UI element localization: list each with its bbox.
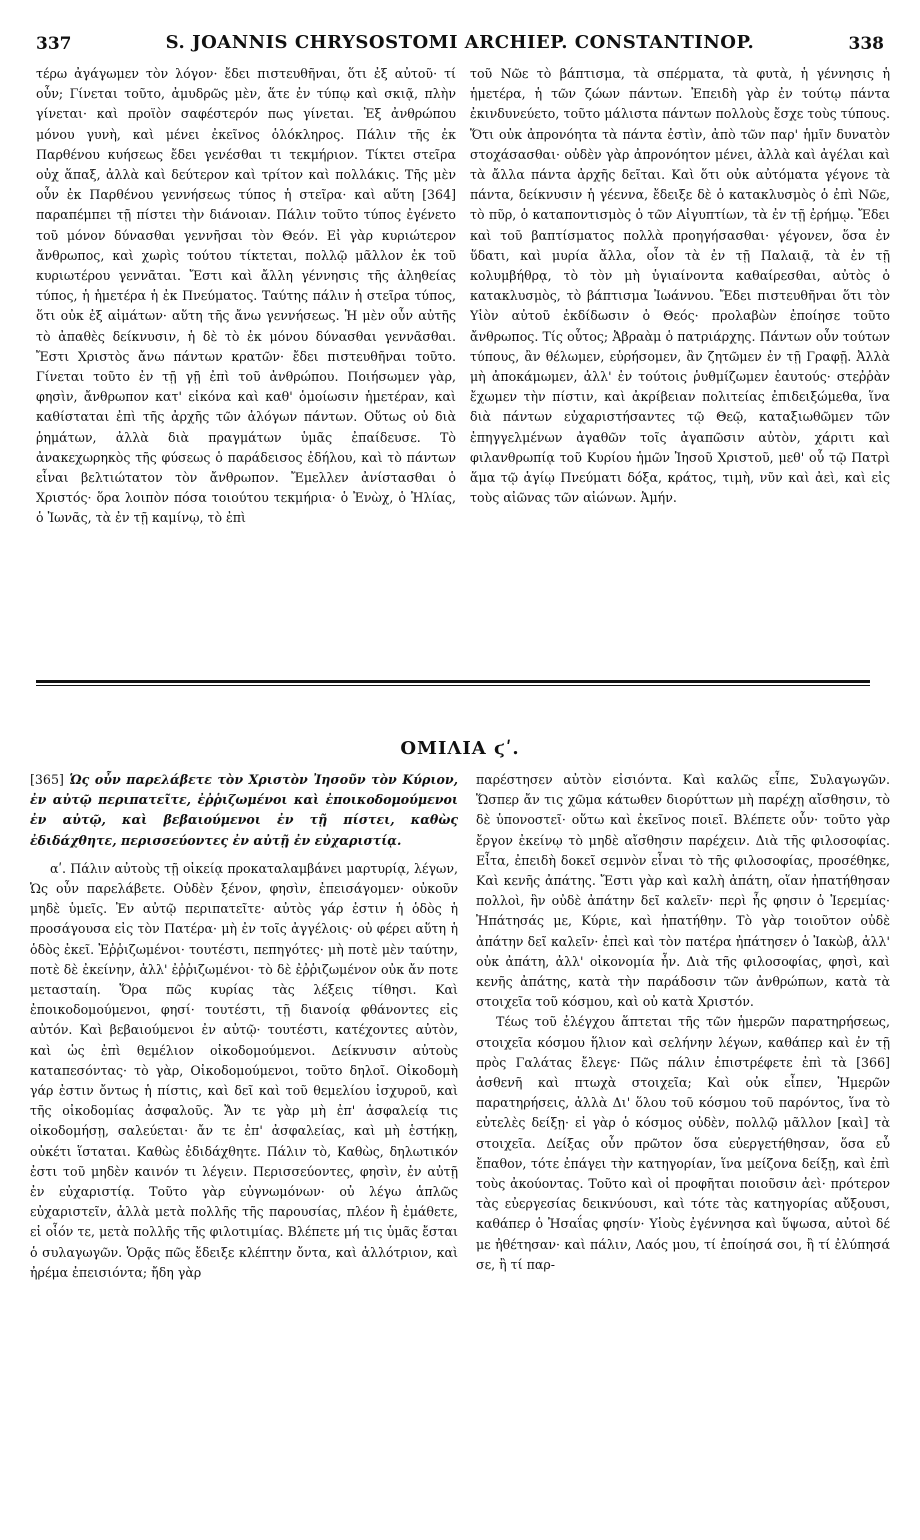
lemma-page-ref: [365] (30, 772, 64, 787)
bottom-left-paragraph: αʹ. Πάλιν αὐτοὺς τῇ οἰκείᾳ προκαταλαμβάνει μαρτυρίᾳ, λέγων, Ὡς οὖν παρελάβετε. Οὐδὲν ξένον, φησὶν, ἐπεισάγομεν· οὐκοῦν μηδὲ ὑμεῖς. Ἐν αὐτῷ περιπατεῖτε· αὐτὸς γάρ ἐστιν ἡ ὁδὸς ἡ προσάγουσα εἰς τὸν Πατέρα· μὴ ἐν τοῖς ἀγγέλοις· οὐ φέρει αὕτη ἡ ὁδὸς ἐκεῖ. Ἐῤῥιζωμένοι· τουτέστι, πεπηγότες· μὴ ποτὲ μὲν ταύτην, ποτὲ δὲ ἐκείνην, ἀλλ' ἐῤῥιζωμένοι· τὸ δὲ ἐῤῥιζωμένον οὐκ ἄν ποτε μετασταίη. Ὅρα πῶς κυρίας τὰς λέξεις τίθησι. Καὶ ἐποικοδομούμενοι, φησί· τουτέστι, τῇ διανοίᾳ φθάνοντες εἰς αὐτόν. Καὶ βεβαιούμενοι ἐν αὐτῷ· τουτέστι, κατέχοντες αὐτὸν, καὶ ὡς ἐπὶ θεμέλιον οἰκοδομούμενοι. Δείκνυσιν αὐτοὺς καταπεσόντας· τὸ γὰρ, Οἰκοδομούμενοι, τοῦτο δηλοῖ. Οἰκοδομὴ γάρ ἐστιν ὄντως ἡ πίστις, καὶ δεῖ καὶ τοῦ θεμελίου ἰσχυροῦ, καὶ τῆς οἰκοδομίας ἀσφαλοῦς. Ἄν τε γὰρ μὴ ἐπ' ἀσφαλείᾳ τις οἰκοδομήσῃ, σαλεύεται· ἄν τε ἐπ' ἀσφαλείας, καὶ μὴ ἑστήκῃ, οὐκέτι ἵσταται. Καθὼς ἐδιδάχθητε. Πάλιν τὸ, Καθὼς, δηλωτικόν ἐστι τοῦ μηδὲν καινόν τι λέγειν. Περισσεύοντες, φησὶν, ἐν αὐτῇ ἐν εὐχαριστίᾳ. Τοῦτο γὰρ εὐγνωμόνων· οὐ λέγω ἁπλῶς εὐχαριστεῖν, ἀλλὰ μετὰ πολλῆς τῆς παρουσίας, πλέον ἢ ἐμάθετε, εἰ οἷόν τε, μετὰ πολλῆς τῆς φιλοτιμίας. Βλέπετε μή τις ὑμᾶς ἔσται ὁ συλαγωγῶν. Ὁρᾷς πῶς ἔδειξε κλέπτην ὄντα, καὶ ἀλλότριον, καὶ ἠρέμα ἐπεισιόντα; ἤδη γὰρ (30, 860, 458, 1280)
homily-title: ΟΜΙΛΙΑ ϛʹ. (400, 738, 520, 759)
top-right-column (470, 64, 890, 674)
top-left-column (36, 64, 456, 674)
bottom-right-column (476, 770, 890, 1522)
section-divider-thin (36, 685, 870, 686)
section-divider-thick (36, 680, 870, 683)
top-left-paragraph: τέρω ἀγάγωμεν τὸν λόγον· ἔδει πιστευθῆναι, ὅτι ἐξ αὐτοῦ· τί οὖν; Γίνεται τοῦτο, ἀμυδρῶς μὲν, ἅτε ἐν τύπῳ καὶ σκιᾷ, πλὴν γίνεται· καὶ προϊὸν σαφέστερόν πως γίνεται. Ἐξ ἀνθρώπου μόνου γυνὴ, καὶ μένει ἐκεῖνος ὁλόκληρος. Πάλιν τῆς ἐκ Παρθένου κυήσεως ἔδει γενέσθαι τι τεκμήριον. Τίκτει στεῖρα οὐχ ἅπαξ, ἀλλὰ καὶ δεύτερον καὶ τρίτον καὶ πολλάκις. Τῆς μὲν οὖν ἐκ Παρθένου γεννήσεως τύπος ἡ στεῖρα· καὶ αὕτη [364] παραπέμπει τῇ πίστει τὴν διάνοιαν. Πάλιν τοῦτο τύπος ἐγένετο τοῦ μόνον δύνασθαι γεννῆσαι τὸν Θεόν. Εἰ γὰρ κυριώτερον ἄνθρωπος, καὶ χωρὶς τούτου τίκτεται, πολλῷ μᾶλλον ἐκ τοῦ κυριωτέρου γεννᾶται. Ἔστι καὶ ἄλλη γέννησις τῆς ἀληθείας τύπος, ἡ ἡμετέρα ἡ ἐκ Πνεύματος. Ταύτης πάλιν ἡ στεῖρα τύπος, ὅτι οὐκ ἐξ αἱμάτων· αὕτη τῆς ἄνω γεννήσεως. Ἡ μὲν οὖν αὐτῆς τὸ ἀπαθὲς δείκνυσιν, ἡ δὲ τὸ ἐκ μόνου δύνασθαι γεννᾶσθαι. Ἔστι Χριστὸς ἄνω πάντων κρατῶν· ἔδει πιστευθῆναι τοῦτο. Γίνεται τοῦτο ἐν τῇ γῇ ἐπὶ τοῦ ἀνθρώπου. Ποιήσωμεν γὰρ, φησὶν, ἄνθρωπον κατ' εἰκόνα καὶ καθ' ὁμοίωσιν ἡμετέραν, καὶ καθίσταται ἐπὶ τῆς ἀρχῆς τῶν ἀλόγων πάντων. Οὕτως οὐ διὰ ῥημάτων, ἀλλὰ διὰ πραγμάτων ὑμᾶς ἐπαίδευσε. Τὸ ἀνακεχωρηκὸς τῆς φύσεως ὁ παράδεισος ἐδήλου, καὶ τὸ πάντων εἶναι βελτιώτατον τὸν ἄνθρωπον. Ἔμελλεν ἀνίστασθαι ὁ Χριστός· ὅρα λοιπὸν πόσα τοιούτου τεκμήρια· ὁ Ἐνὼχ, ὁ Ἠλίας, ὁ Ἰωνᾶς, τὰ ἐν τῇ καμίνῳ, τὸ ἐπὶ (36, 66, 456, 526)
scripture-lemma (30, 770, 458, 851)
running-header (30, 30, 890, 58)
page-number-right: 338 (848, 34, 884, 54)
bottom-left-column (30, 770, 458, 1522)
lemma-text: Ὡς οὖν παρελάβετε τὸν Χριστὸν Ἰησοῦν τὸν Κύριον, ἐν αὐτῷ περιπατεῖτε, ἐῤῥιζωμένοι καὶ ἐποικοδομούμενοι ἐν αὐτῷ, καὶ βεβαιούμενοι ἐν τῇ πίστει, καθὼς ἐδιδάχθητε, περισσεύοντες ἐν αὐτῇ ἐν εὐχαριστίᾳ. (30, 772, 458, 848)
bottom-right-paragraph-1: παρέστησεν αὐτὸν εἰσιόντα. Καὶ καλῶς εἶπε, Συλαγωγῶν. Ὥσπερ ἄν τις χῶμα κάτωθεν διορύττων μὴ παρέχῃ αἴσθησιν, τὸ δὲ ὑπονοστεῖ· οὕτω καὶ ἐκεῖνος ποιεῖ. Βλέπετε οὖν· τοῦτο γὰρ ἔργον ἐκείνῳ τὸ μηδὲ αἴσθησιν παρέχειν. Διὰ τῆς φιλοσοφίας. Εἶτα, ἐπειδὴ δοκεῖ σεμνὸν εἶναι τὸ τῆς φιλοσοφίας, προσέθηκε, Καὶ κενῆς ἀπάτης. Ἔστι γὰρ καὶ καλὴ ἀπάτη, οἵαν ἠπατήθησαν πολλοὶ, ἣν οὐδὲ ἀπάτην δεῖ καλεῖν· περὶ ἧς φησιν ὁ Ἱερεμίας· Ἠπάτησάς με, Κύριε, καὶ ἠπατήθην. Τὸ γὰρ τοιοῦτον οὐδὲ ἀπάτην δεῖ καλεῖν· ἐπεὶ καὶ τὸν πατέρα ἠπάτησεν ὁ Ἰακὼβ, ἀλλ' οὐκ ἀπάτη, ἀλλ' οἰκονομία ἦν. Διὰ τῆς φιλοσοφίας, φησὶ, καὶ κενῆς ἀπάτης, κατὰ τὴν παράδοσιν τῶν ἀνθρώπων, κατὰ τὰ στοιχεῖα τοῦ κόσμου, καὶ οὐ κατὰ Χριστόν. (476, 772, 890, 1010)
top-right-paragraph: τοῦ Νῶε τὸ βάπτισμα, τὰ σπέρματα, τὰ φυτὰ, ἡ γέννησις ἡ ἡμετέρα, ἡ τῶν ζώων πάντων. Ἐπειδὴ γὰρ ἐν τούτῳ πάντα ἐκινδυνεύετο, τοῦτο μάλιστα πάντων πολλοὺς ἔσχε τοὺς τύπους. Ὅτι οὐκ ἀπρονόητα τὰ πάντα ἐστὶν, ἀπὸ τῶν παρ' ἡμῖν δυνατὸν στοχάσασθαι· οὐδὲν γὰρ ἀπρονόητον μένει, ἀλλὰ καὶ ἀγέλαι καὶ τὰ ἄλλα πάντα ἀρχῆς δεῖται. Καὶ ὅτι οὐκ αὐτόματα γέγονε τὰ πάντα, δείκνυσιν ἡ γέεννα, ἔδειξε δὲ ὁ κατακλυσμὸς ὁ ἐπὶ Νῶε, τὸ πῦρ, ὁ καταποντισμὸς ὁ τῶν Αἰγυπτίων, τὰ ἐν τῇ ἐρήμῳ. Ἔδει καὶ τοῦ βαπτίσματος πολλὰ προηγήσασθαι· γέγονεν, ὅσα ἐν ὕδατι, καὶ μυρία ἄλλα, οἷον τὰ ἐν τῇ Παλαιᾷ, τὰ ἐν τῇ κολυμβήθρᾳ, τὸ τὸν μὴ ὑγιαίνοντα καθαίρεσθαι, αὐτὸς ὁ κατακλυσμὸς, τὸ βάπτισμα Ἰωάννου. Ἔδει πιστευθῆναι ὅτι τὸν Υἱὸν αὐτοῦ ἐκδίδωσιν ὁ Θεός· προλαβὼν ἐποίησε τοῦτο ἄνθρωπος. Τίς οὗτος; Ἀβραὰμ ὁ πατριάρχης. Πάντων οὖν τούτων τύπους, ἂν θέλωμεν, εὑρήσομεν, ἂν ζητῶμεν ἐν τῇ Γραφῇ. Ἀλλὰ μὴ ἀποκάμωμεν, ἀλλ' ἐν τούτοις ῥυθμίζωμεν ἑαυτούς· στεῤῥὰν ἔχωμεν τὴν πίστιν, καὶ ἀκρίβειαν πολιτείας ἐπιδειξώμεθα, ἵνα διὰ πάντων εὐχαριστήσαντες τῷ Θεῷ, καταξιωθῶμεν τῶν ἐπηγγελμένων ἀγαθῶν τοῖς ἀγαπῶσιν αὐτὸν, χάριτι καὶ φιλανθρωπίᾳ τοῦ Κυρίου ἡμῶν Ἰησοῦ Χριστοῦ, μεθ' οὗ τῷ Πατρὶ ἅμα τῷ ἁγίῳ Πνεύματι δόξα, κράτος, τιμὴ, νῦν καὶ ἀεὶ, καὶ εἰς τοὺς αἰῶνας τῶν αἰώνων. Ἀμήν. (470, 66, 890, 506)
bottom-right-paragraph-2: Τέως τοῦ ἐλέγχου ἅπτεται τῆς τῶν ἡμερῶν παρατηρήσεως, στοιχεῖα κόσμου ἥλιον καὶ σελήνην λέγων, καθάπερ καὶ ἐν τῇ πρὸς Γαλάτας ἔλεγε· Πῶς πάλιν ἐπιστρέφετε ἐπὶ τὰ [366] ἀσθενῆ καὶ πτωχὰ στοιχεῖα; Καὶ οὐκ εἶπεν, Ἡμερῶν παρατηρήσεις, ἀλλὰ Δι' ὅλου τοῦ κόσμου τοῦ παρόντος, ἵνα τὸ εὐτελὲς δείξῃ· εἰ γὰρ ὁ κόσμος οὐδὲν, πολλῷ μᾶλλον [καὶ] τὰ στοιχεῖα. Δείξας οὖν πρῶτον ὅσα εὐεργετήθησαν, ὅσα εὖ ἔπαθον, τότε ἐπάγει τὴν κατηγορίαν, ἵνα μείζονα δείξῃ, καὶ ἐπὶ τοὺς ἀκούοντας. Τοῦτο καὶ οἱ προφῆται ποιοῦσιν ἀεὶ· πρότερον τὰς εὐεργεσίας δεικνύουσι, καὶ τότε τὰς κατηγορίας αὔξουσι, καθάπερ ὁ Ἠσαΐας φησίν· Υἱοὺς ἐγέννησα καὶ ὕψωσα, αὐτοὶ δέ με ἠθέτησαν· καὶ πάλιν, Λαός μου, τί ἐποίησά σοι, ἢ τί ἐλύπησά σε, ἢ τί παρ- (476, 1014, 890, 1272)
page-number-left: 337 (36, 34, 72, 54)
running-title: S. JOANNIS CHRYSOSTOMI ARCHIEP. CONSTANTINOP. (165, 32, 755, 53)
